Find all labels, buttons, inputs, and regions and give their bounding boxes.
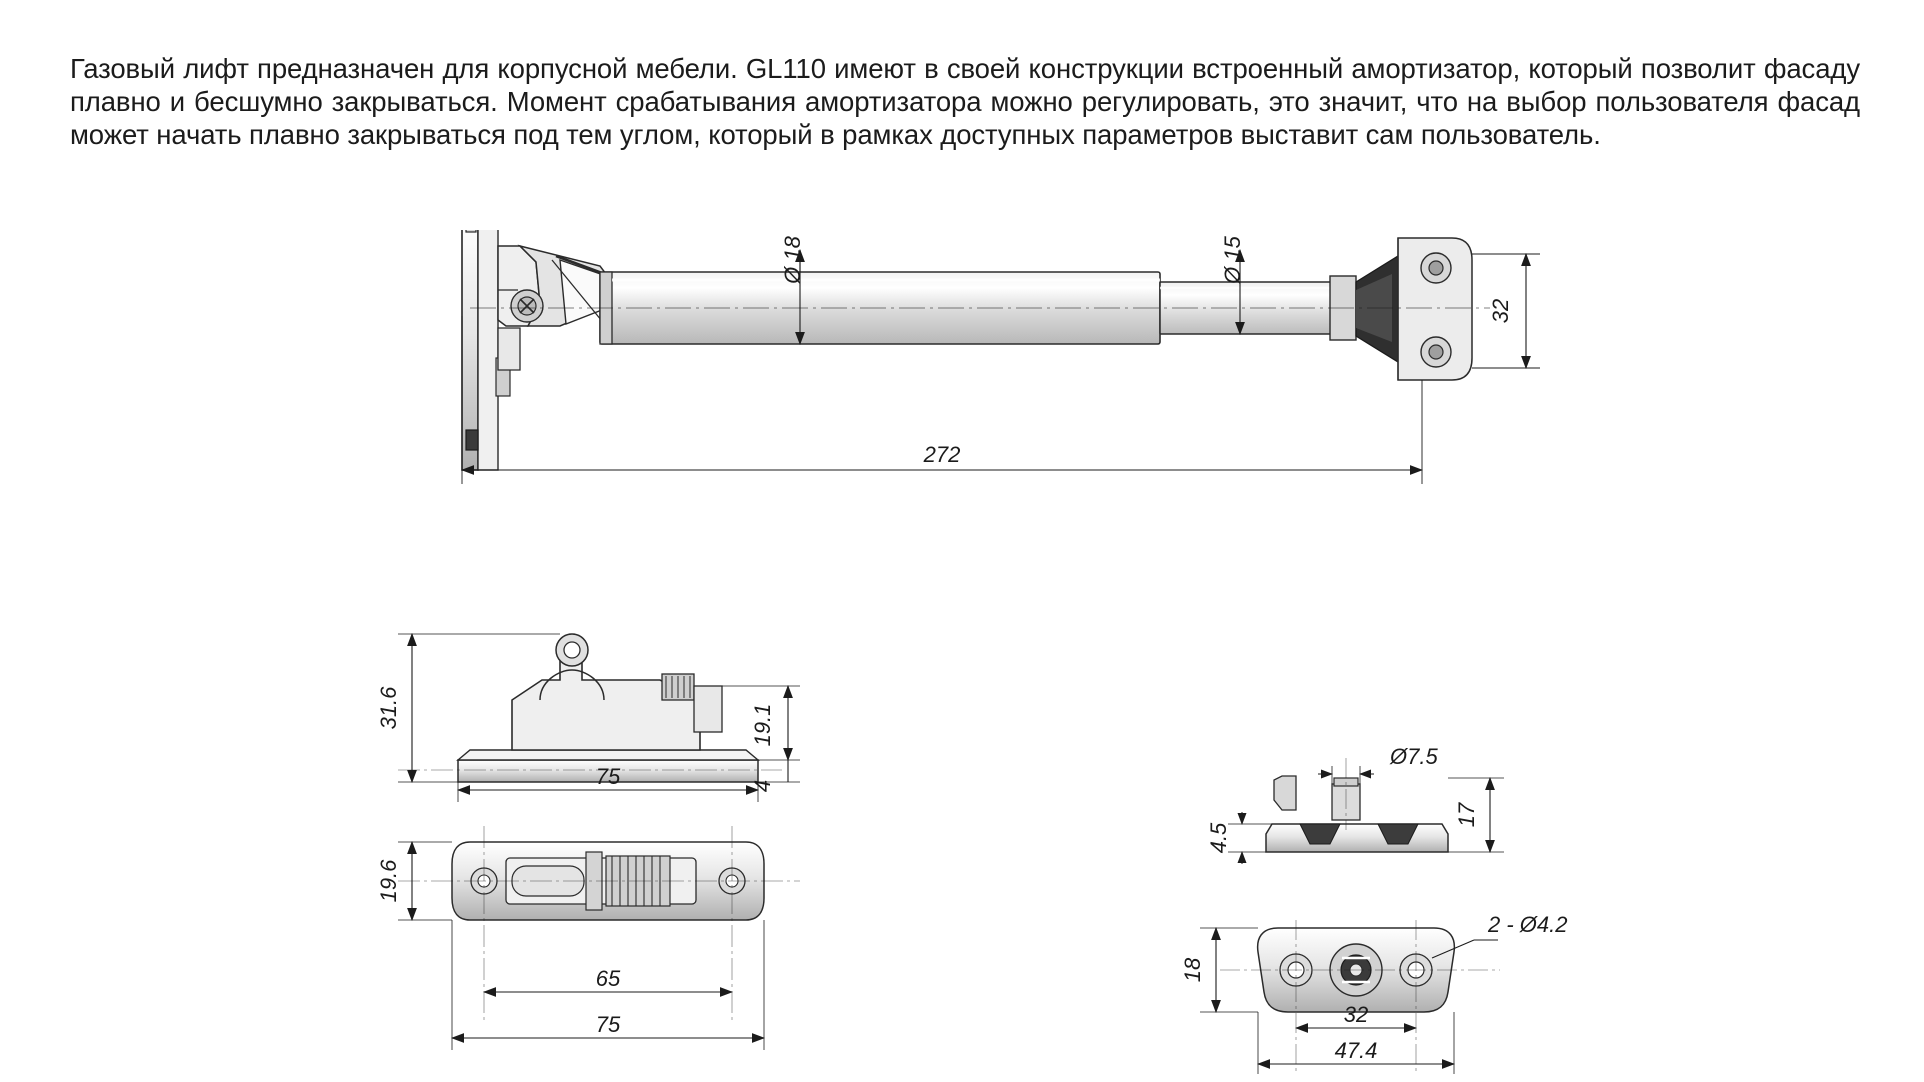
dim-label-31-6: 31.6	[376, 686, 401, 730]
view-plate-top	[1180, 912, 1567, 1074]
dim-label-47-4: 47.4	[1334, 1038, 1378, 1063]
dim-label-4-5: 4.5	[1206, 822, 1231, 854]
dim-label-19-6: 19.6	[376, 859, 401, 903]
product-description: Газовый лифт предназначен для корпусной мебели. GL110 имеют в своей конструкции встроенный амортизатор, который позволит фасаду плавно и бесшумно закрываться. Момент срабатывания амортизатора можно регулировать, это значит, что на выбор пользователя фасад может начать плавно закрываться под тем углом, который в рамках доступных параметров выставит сам пользователь.	[70, 53, 1860, 150]
dim-label-d18: Ø 18	[780, 236, 805, 284]
dim-label-18: 18	[1180, 957, 1205, 983]
dim-label-17: 17	[1454, 802, 1479, 828]
dimension-47-4	[1258, 1038, 1454, 1064]
dim-label-32-plate: 32	[1343, 1002, 1369, 1027]
dim-label-d15: Ø 15	[1220, 236, 1245, 284]
dimension-height-32	[1472, 254, 1540, 368]
view-bracket-front	[376, 634, 800, 802]
dimension-17	[1448, 778, 1504, 852]
dim-label-32: 32	[1488, 298, 1513, 324]
dim-label-272: 272	[923, 442, 961, 467]
end-mounting-bracket	[1398, 238, 1472, 380]
view-plate-side	[1206, 744, 1504, 864]
dim-label-75-top: 75	[595, 1012, 621, 1037]
dimension-65	[484, 966, 732, 992]
view-bracket-top	[376, 826, 800, 1050]
dimension-19-1	[722, 686, 800, 760]
dim-label-65: 65	[595, 966, 621, 991]
dim-label-d7-5: Ø7.5	[1390, 744, 1438, 769]
technical-drawing-svg	[0, 230, 1924, 1082]
drawing-area	[0, 230, 1924, 1082]
dim-label-4: 4	[750, 779, 775, 793]
view-side-assembly	[462, 230, 1540, 484]
dim-label-2-d4-2: 2 - Ø4.2	[1488, 912, 1568, 937]
dim-label-19-1: 19.1	[750, 703, 775, 747]
dimension-4-5	[1206, 812, 1272, 864]
dim-label-75-front: 75	[595, 764, 621, 789]
dimension-75-top	[452, 1012, 764, 1038]
